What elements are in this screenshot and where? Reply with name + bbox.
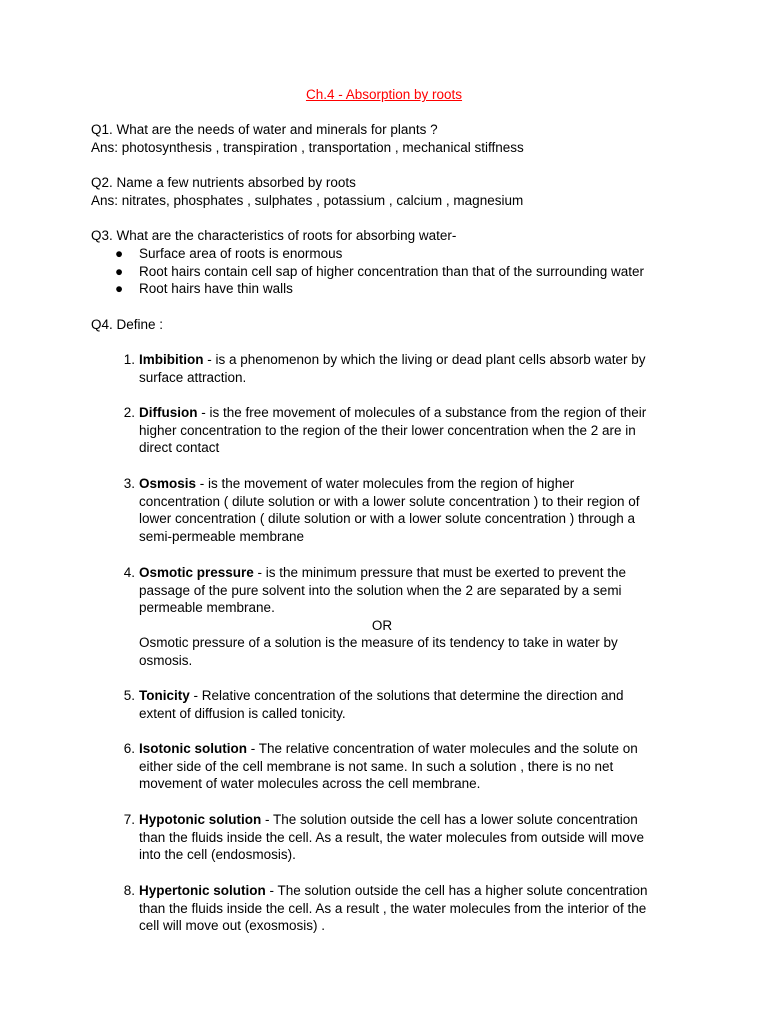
list-item — [91, 263, 711, 281]
term: Diffusion — [139, 405, 198, 420]
definition-text: - is the movement of water molecules from the region of higher — [196, 476, 575, 491]
definition-text: - is a phenomenon by which the living or dead plant cells absorb water by — [203, 352, 646, 367]
list-number: 5. — [123, 688, 135, 703]
definition-text: higher concentration to the region of the their lower concentration when the 2 are in — [139, 422, 636, 438]
list-number: 6. — [123, 741, 135, 756]
question-2 — [91, 174, 691, 209]
term: Hypotonic solution — [139, 812, 262, 827]
answer-text: Ans: nitrates, phosphates , sulphates , potassium , calcium , magnesium — [91, 192, 524, 208]
or-separator: OR — [371, 617, 393, 633]
list-item-text: Root hairs contain cell sap of higher concentration than that of the surrounding water — [139, 263, 645, 279]
list-number: 4. — [123, 565, 135, 580]
definition-text: movement of water molecules across the cell membrane. — [139, 776, 481, 792]
question-text: Q1. What are the needs of water and minerals for plants ? — [91, 122, 438, 137]
definition-text: than the fluids inside the cell. As a result , the water molecules from the interior of the — [139, 900, 647, 916]
definition-text: surface attraction. — [139, 369, 247, 385]
list-number: 7. — [123, 812, 135, 827]
term: Tonicity — [139, 688, 190, 703]
definition-text: cell will move out (exosmosis) . — [139, 918, 326, 934]
term: Imbibition — [139, 352, 204, 367]
list-number: 2. — [123, 405, 135, 420]
list-number: 3. — [123, 476, 135, 491]
definition-text: extent of diffusion is called tonicity. — [139, 705, 346, 721]
question-text: Q3. What are the characteristics of roots for absorbing water- — [91, 228, 457, 243]
question-4 — [91, 316, 691, 334]
term: Isotonic solution — [139, 741, 247, 756]
definition-text: passage of the pure solvent into the solution when the 2 are separated by a semi — [139, 582, 622, 598]
bullet-icon: ● — [115, 263, 124, 279]
list-item-text: Surface area of roots is enormous — [139, 246, 343, 261]
definition-text: - The solution outside the cell has a lower solute concentration — [261, 812, 638, 827]
definition-text: - The relative concentration of water molecules and the solute on — [247, 741, 638, 756]
question-text: Q4. Define : — [91, 317, 164, 332]
definition-text: Osmotic pressure of a solution is the measure of its tendency to take in water by — [139, 635, 618, 651]
bullet-icon: ● — [115, 246, 124, 261]
chapter-title: Ch.4 - Absorption by roots — [305, 87, 463, 102]
definition-text: - Relative concentration of the solutions that determine the direction and — [189, 688, 624, 703]
list-number: 8. — [123, 883, 135, 898]
definition-text: - The solution outside the cell has a higher solute concentration — [265, 883, 648, 898]
definition-text: concentration ( dilute solution or with a lower solute concentration ) to their region of — [139, 493, 640, 509]
definition-text: - is the free movement of molecules of a substance from the region of their — [197, 405, 647, 420]
term: Hypertonic solution — [139, 883, 266, 898]
definition-text: - is the minimum pressure that must be exerted to prevent the — [253, 565, 626, 580]
definition-text: permeable membrane. — [139, 600, 275, 616]
question-text: Q2. Name a few nutrients absorbed by roots — [91, 175, 356, 190]
definition-text: osmosis. — [139, 652, 193, 668]
characteristics-list — [91, 245, 711, 298]
answer-text: Ans: photosynthesis , transpiration , transportation , mechanical stiffness — [91, 139, 524, 155]
bullet-icon: ● — [115, 281, 124, 297]
list-item-text: Root hairs have thin walls — [139, 281, 293, 297]
definition-text: lower concentration ( dilute solution or with a lower solute concentration ) through a — [139, 511, 636, 527]
definition-text: either side of the cell membrane is not same. In such a solution , there is no net — [139, 758, 614, 774]
definition-text: direct contact — [139, 440, 220, 456]
question-1 — [91, 121, 691, 156]
definition-text: semi-permeable membrane — [139, 528, 305, 544]
list-item — [91, 280, 711, 298]
definition-text: than the fluids inside the cell. As a result, the water molecules from outside will move — [139, 829, 644, 845]
question-3 — [91, 227, 691, 245]
definition-text: into the cell (endosmosis). — [139, 847, 296, 863]
list-item — [91, 245, 711, 263]
list-number: 1. — [123, 352, 135, 367]
term: Osmotic pressure — [139, 565, 254, 580]
term: Osmosis — [139, 476, 197, 491]
